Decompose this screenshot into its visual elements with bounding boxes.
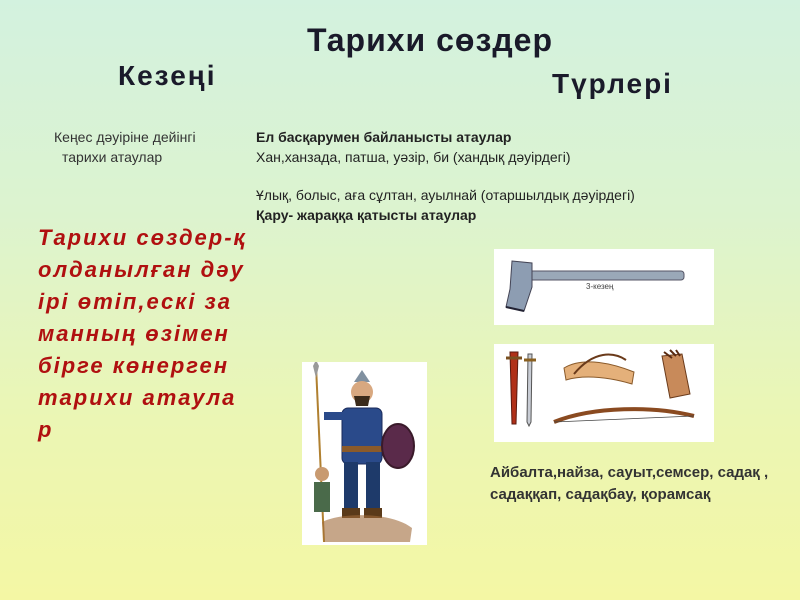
left-note-line-2: тарихи атаулар bbox=[62, 149, 163, 165]
governance-heading: Ел басқарумен байланысты атаулар bbox=[256, 129, 512, 145]
governance-block bbox=[256, 127, 571, 167]
period-label: Кезеңі bbox=[118, 60, 217, 91]
axe-image bbox=[494, 249, 714, 325]
definition-text: Тарихи сөздер-қолданылған дәуірі өтіп,ескі заманның өзімен бірге көнерген тарихи атаулар bbox=[38, 225, 247, 442]
weapons-heading: Қару- жараққа қатысты атаулар bbox=[256, 207, 477, 223]
governance-khan-era: Хан,ханзада, патша, уәзір, би (хандық дәуірдегі) bbox=[256, 149, 571, 165]
colonial-block bbox=[256, 185, 635, 225]
types-label: Түрлері bbox=[552, 68, 673, 99]
warrior-image bbox=[302, 362, 427, 545]
left-note bbox=[54, 127, 254, 167]
left-note-line-1: Кеңес дәуіріне дейінгі bbox=[54, 129, 196, 145]
slide-title: Тарихи сөздер bbox=[306, 22, 554, 58]
weapons-image bbox=[494, 344, 714, 442]
weapons-list-text: Айбалта,найза, сауыт,семсер, садақ , садаққап, садақбау, қорамсақ bbox=[490, 464, 769, 503]
governance-colonial-era: Ұлық, болыс, аға сұлтан, ауылнай (отаршылдық дәуірдегі) bbox=[256, 187, 635, 203]
axe-caption: 3-кезең bbox=[586, 282, 614, 291]
